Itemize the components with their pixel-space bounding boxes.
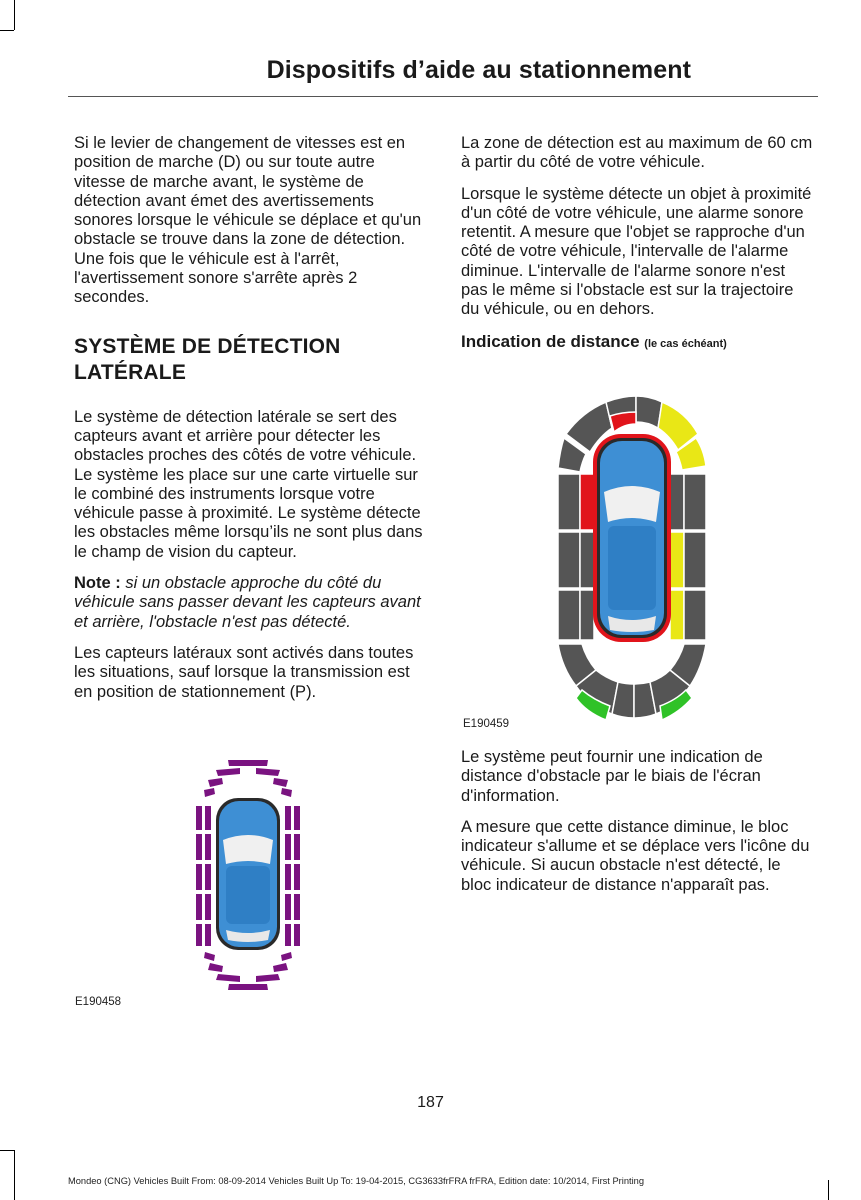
footer-text: Mondeo (CNG) Vehicles Built From: 08-09-2014 Vehicles Built Up To: 19-04-2015, CG3633frFRA frFRA, Edition date: 10/2014, First Printing [68, 1176, 644, 1186]
paragraph: Lorsque le système détecte un objet à proximité d'un côté de votre véhicule, une alarme sonore retentit. A mesure que l'objet se rapproche d'un côté de votre véhicule, l'intervalle de l'alarme diminue. L'intervalle de l'alarme sonore n'est pas le même si l'obstacle est sur la trajectoire du véhicule, ou en dehors. [461, 184, 812, 319]
paragraph: Le système peut fournir une indication de distance d'obstacle par le biais de l'écran d'information. [461, 748, 763, 805]
paragraph: Si le levier de changement de vitesses est en position de marche (D) ou sur toute autre vitesse de marche avant, le système de détection avant émet des avertissements sonores lorsque le véhicule se déplace et qu'un obstacle se trouve dans la zone de détection. Une fois que le véhicule est à l'arrêt, l'avertissement sonore s'arrête après 2 secondes. [74, 134, 422, 307]
page-title: Dispositifs d’aide au stationnement [266, 56, 691, 84]
distance-indication-figure [556, 394, 708, 724]
paragraph: Les capteurs latéraux sont activés dans toutes les situations, sauf lorsque la transmission est en position de stationnement (P). [74, 643, 414, 701]
left-column [74, 134, 426, 714]
right-column [461, 134, 815, 354]
header-divider [68, 96, 818, 97]
paragraph: La zone de détection est au maximum de 60 cm à partir du côté de votre véhicule. [461, 134, 813, 172]
crop-mark [14, 1150, 15, 1200]
subheading-note: (le cas échéant) [644, 337, 727, 350]
right-column-lower [461, 748, 815, 907]
page-number: 187 [417, 1094, 444, 1111]
note-label: Note : [74, 574, 121, 593]
car-icon [593, 434, 671, 642]
subheading-text: Indication de distance [461, 331, 640, 351]
note-text: si un obstacle approche du côté du véhicule sans passer devant les capteurs avant et arrière, l'obstacle n'est pas détecté. [74, 574, 421, 631]
subheading [461, 332, 815, 354]
crop-mark [0, 30, 14, 31]
section-heading: SYSTÈME DE DÉTECTION LATÉRALE [74, 334, 341, 384]
crop-mark [14, 0, 15, 30]
figure-id: E190459 [463, 718, 510, 730]
paragraph: A mesure que cette distance diminue, le bloc indicateur s'allume et se déplace vers l'icône du véhicule. Si aucun obstacle n'est détecté, le bloc indicateur de distance n'apparaît pas. [461, 817, 810, 894]
figure-id: E190458 [75, 996, 122, 1008]
crop-mark [828, 1180, 829, 1200]
car-icon [216, 798, 280, 950]
side-sensing-figure [192, 752, 304, 998]
crop-mark [0, 1150, 14, 1151]
note [74, 574, 426, 632]
paragraph: Le système de détection latérale se sert des capteurs avant et arrière pour détecter les obstacles proches des côtés de votre véhicule. Le système les place sur une carte virtuelle sur le combiné des instruments lorsque votre véhicule passe à proximité. Le système détecte les obstacles même lorsqu’ils ne sont plus dans le champ de vision du capteur. [74, 407, 423, 561]
